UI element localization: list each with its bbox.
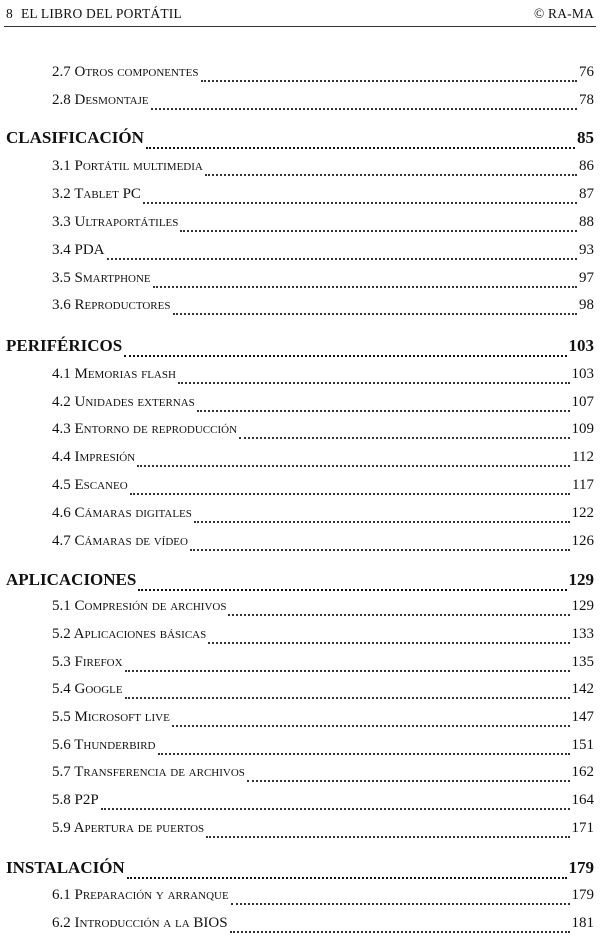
toc-entry-page: 93 xyxy=(579,242,594,258)
toc-section-entry[interactable] xyxy=(52,449,594,471)
toc-entry-title: 3.1 Portátil multimedia xyxy=(52,158,203,174)
toc-section-entry[interactable] xyxy=(52,820,594,842)
dot-leader xyxy=(143,202,577,204)
dot-leader xyxy=(125,697,570,699)
dot-leader xyxy=(146,147,575,149)
page-number: 8 xyxy=(6,6,13,21)
dot-leader xyxy=(178,382,570,384)
dot-leader xyxy=(137,465,570,467)
toc-entry-page: 87 xyxy=(579,186,594,202)
dot-leader xyxy=(151,108,577,110)
toc-section-entry[interactable] xyxy=(52,681,594,703)
toc-entry-page: 179 xyxy=(571,887,594,903)
dot-leader xyxy=(127,877,567,879)
toc-entry-page: 171 xyxy=(571,820,594,836)
toc-section-entry[interactable] xyxy=(52,505,594,527)
toc-section-entry[interactable] xyxy=(52,366,594,388)
toc-entry-page: 162 xyxy=(571,764,594,780)
dot-leader xyxy=(208,642,569,644)
dot-leader xyxy=(180,230,577,232)
toc-section-entry[interactable] xyxy=(52,598,594,620)
toc-entry-title: 5.2 Aplicaciones básicas xyxy=(52,626,207,642)
toc-chapter-entry[interactable] xyxy=(6,128,594,154)
toc-entry-title: 4.6 Cámaras digitales xyxy=(52,505,192,521)
toc-section-entry[interactable] xyxy=(52,792,594,814)
book-title: EL LIBRO DEL PORTÁTIL xyxy=(20,6,182,21)
dot-leader xyxy=(194,521,570,523)
dot-leader xyxy=(247,780,570,782)
dot-leader xyxy=(172,725,570,727)
toc-chapter-entry[interactable] xyxy=(6,336,594,362)
toc-chapter-entry[interactable] xyxy=(6,858,594,884)
dot-leader xyxy=(101,808,570,810)
toc-section-entry[interactable] xyxy=(52,92,594,114)
toc-entry-title: APLICACIONES xyxy=(6,570,137,589)
toc-entry-page: 97 xyxy=(579,270,594,286)
publisher-mark: © RA-MA xyxy=(533,6,594,21)
toc-entry-page: 76 xyxy=(579,64,594,80)
toc-section-entry[interactable] xyxy=(52,394,594,416)
toc-section-entry[interactable] xyxy=(52,421,594,443)
dot-leader xyxy=(206,836,569,838)
toc-entry-page: 103 xyxy=(568,336,594,355)
toc-section-entry[interactable] xyxy=(52,709,594,731)
toc-entry-page: 133 xyxy=(571,626,594,642)
toc-entry-title: 4.3 Entorno de reproducción xyxy=(52,421,238,437)
toc-section-entry[interactable] xyxy=(52,214,594,236)
toc-entry-page: 78 xyxy=(579,92,594,108)
toc-entry-title: 5.8 P2P xyxy=(52,792,99,808)
dot-leader xyxy=(201,80,578,82)
toc-entry-title: 5.3 Firefox xyxy=(52,654,123,670)
toc-entry-title: CLASIFICACIÓN xyxy=(6,128,144,147)
toc-entry-page: 129 xyxy=(568,570,594,589)
toc-entry-title: 4.5 Escaneo xyxy=(52,477,128,493)
toc-chapter-entry[interactable] xyxy=(6,570,594,596)
toc-section-entry[interactable] xyxy=(52,654,594,676)
toc-entry-title: 5.5 Microsoft live xyxy=(52,709,170,725)
toc-section-entry[interactable] xyxy=(52,297,594,319)
toc-entry-title: 5.4 Google xyxy=(52,681,123,697)
dot-leader xyxy=(173,313,578,315)
toc-entry-page: 126 xyxy=(571,533,594,549)
toc-entry-title: 2.7 Otros componentes xyxy=(52,64,199,80)
toc-entry-page: 181 xyxy=(571,915,594,931)
toc-entry-title: 5.9 Apertura de puertos xyxy=(52,820,205,836)
toc-section-entry[interactable] xyxy=(52,915,594,937)
dot-leader xyxy=(228,614,569,616)
toc-entry-title: 3.2 Tablet PC xyxy=(52,186,141,202)
toc-entry-title: 5.6 Thunderbird xyxy=(52,737,156,753)
toc-entry-title: 5.1 Compresión de archivos xyxy=(52,598,227,614)
toc-entry-title: INSTALACIÓN xyxy=(6,858,125,877)
toc-entry-title: 2.8 Desmontaje xyxy=(52,92,149,108)
toc-section-entry[interactable] xyxy=(52,158,594,180)
toc-entry-page: 112 xyxy=(572,449,594,465)
dot-leader xyxy=(124,355,566,357)
toc-entry-page: 151 xyxy=(571,737,594,753)
dot-leader xyxy=(130,493,570,495)
toc-entry-page: 88 xyxy=(579,214,594,230)
toc-entry-title: 5.7 Transferencia de archivos xyxy=(52,764,245,780)
toc-entry-page: 109 xyxy=(571,421,594,437)
dot-leader xyxy=(125,670,570,672)
dot-leader xyxy=(197,410,570,412)
toc-entry-title: 6.2 Introducción a la BIOS xyxy=(52,915,228,931)
dot-leader xyxy=(138,589,566,591)
toc-section-entry[interactable] xyxy=(52,737,594,759)
toc-entry-page: 179 xyxy=(568,858,594,877)
toc-section-entry[interactable] xyxy=(52,626,594,648)
toc-entry-title: 4.1 Memorias flash xyxy=(52,366,176,382)
toc-entry-page: 147 xyxy=(571,709,594,725)
toc-section-entry[interactable] xyxy=(52,270,594,292)
toc-section-entry[interactable] xyxy=(52,533,594,555)
toc-entry-page: 135 xyxy=(571,654,594,670)
toc-entry-title: 4.4 Impresión xyxy=(52,449,136,465)
toc-entry-title: 4.7 Cámaras de vídeo xyxy=(52,533,188,549)
toc-section-entry[interactable] xyxy=(52,242,594,264)
toc-entry-title: 6.1 Preparación y arranque xyxy=(52,887,229,903)
toc-entry-page: 122 xyxy=(571,505,594,521)
toc-section-entry[interactable] xyxy=(52,64,594,86)
toc-entry-page: 98 xyxy=(579,297,594,313)
toc-section-entry[interactable] xyxy=(52,887,594,909)
dot-leader xyxy=(107,258,577,260)
toc-section-entry[interactable] xyxy=(52,764,594,786)
dot-leader xyxy=(231,903,570,905)
toc-entry-page: 117 xyxy=(572,477,594,493)
toc-entry-title: 4.2 Unidades externas xyxy=(52,394,195,410)
dot-leader xyxy=(205,174,577,176)
running-header xyxy=(4,6,596,27)
toc-section-entry[interactable] xyxy=(52,477,594,499)
toc-entry-page: 164 xyxy=(571,792,594,808)
toc-entry-title: 3.4 PDA xyxy=(52,242,105,258)
dot-leader xyxy=(158,753,570,755)
dot-leader xyxy=(239,437,569,439)
toc-entry-page: 86 xyxy=(579,158,594,174)
dot-leader xyxy=(153,286,577,288)
toc-entry-page: 103 xyxy=(571,366,594,382)
header-left xyxy=(6,6,182,22)
toc-entry-page: 85 xyxy=(577,128,594,147)
toc-entry-title: 3.6 Reproductores xyxy=(52,297,171,313)
toc-section-entry[interactable] xyxy=(52,186,594,208)
toc-entry-page: 107 xyxy=(571,394,594,410)
toc-entry-title: 3.3 Ultraportátiles xyxy=(52,214,179,230)
toc-entry-page: 142 xyxy=(571,681,594,697)
toc-entry-page: 129 xyxy=(571,598,594,614)
toc-entry-title: 3.5 Smartphone xyxy=(52,270,151,286)
toc-entry-title: PERIFÉRICOS xyxy=(6,336,123,355)
dot-leader xyxy=(190,549,570,551)
dot-leader xyxy=(230,931,570,933)
